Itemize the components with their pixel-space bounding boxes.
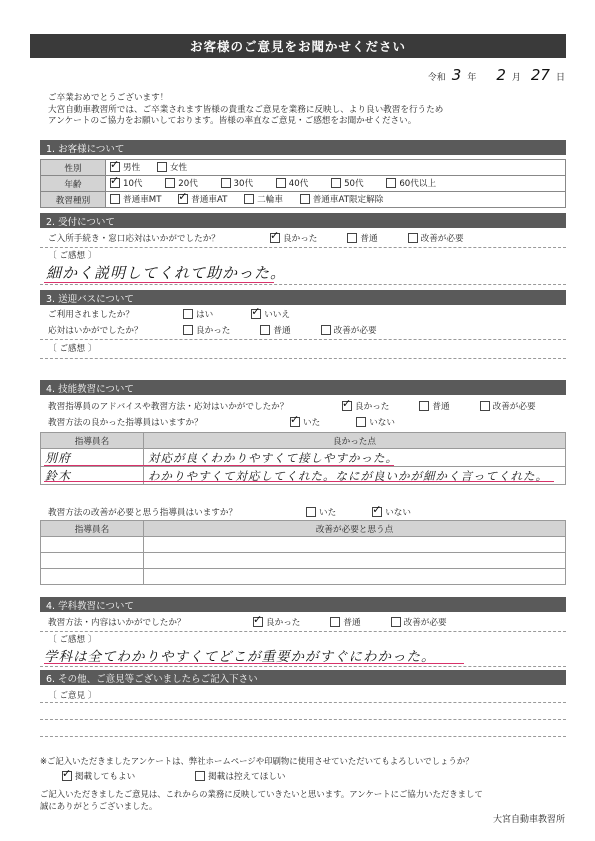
option-label: 普通車MT <box>123 194 162 205</box>
checkbox-checked-icon[interactable] <box>110 178 120 188</box>
classroom-option[interactable] <box>253 616 300 628</box>
instructor-comment-cell[interactable] <box>144 537 566 553</box>
intro-line: アンケートのご協力をお願いしております。皆様の率直なご意見・ご感想をお聞かせください。 <box>48 116 417 126</box>
classroom-comment[interactable]: 学科は全てわかりやすくてどこが重要かがすぐにわかった。 <box>44 649 436 665</box>
thanks-line: ご記入いただきましたご意見は、これからの業務に反映していきたいと思います。アンケートにご協力いただきまして <box>40 789 483 799</box>
option-label: 良かった <box>283 233 318 244</box>
checkbox-icon[interactable] <box>321 325 331 335</box>
question-text: ご入所手続き・窓口応対はいかがでしたか？ <box>48 233 220 244</box>
checkbox-icon[interactable] <box>183 309 193 319</box>
bus-usage-option[interactable] <box>251 308 290 320</box>
gender-female-option[interactable] <box>157 161 187 173</box>
checkbox-checked-icon[interactable] <box>372 507 382 517</box>
option-label: 女性 <box>169 162 188 173</box>
gender-label: 性別 <box>41 160 106 176</box>
section-2-header: 2. 受付について <box>40 213 566 228</box>
skill-instruction-row <box>40 398 574 413</box>
thanks-text <box>40 788 566 812</box>
option-label: 良かった <box>266 617 301 628</box>
option-label: 普通 <box>343 617 361 628</box>
checkbox-icon[interactable] <box>300 194 310 204</box>
section-3-header: 3. 送迎バスについて <box>40 290 566 305</box>
good-instructor-table <box>40 432 566 485</box>
instructor-comment-cell[interactable] <box>144 449 566 467</box>
instructor-name-cell[interactable] <box>41 569 144 585</box>
instructor-comment: 対応が良くわかりやすくて接しやすかった。 <box>148 450 398 465</box>
checkbox-checked-icon[interactable] <box>178 194 188 204</box>
age-option[interactable] <box>331 177 364 189</box>
option-label: 改善が必要 <box>333 325 377 336</box>
permission-deny-option[interactable] <box>195 770 285 782</box>
option-label: 改善が必要 <box>403 617 447 628</box>
option-label: 改善が必要 <box>492 401 536 412</box>
checkbox-icon[interactable] <box>195 771 205 781</box>
question-text: 教習指導員のアドバイスや教習方法・応対はいかがでしたか？ <box>48 401 289 412</box>
option-label: 30代 <box>233 178 254 189</box>
underline-decoration <box>44 465 394 466</box>
comment-label: 〔 ご感想 〕 <box>48 344 97 354</box>
question-text: 教習方法の改善が必要と思う指導員はいますか？ <box>48 507 238 518</box>
age-option[interactable] <box>386 177 436 189</box>
option-label: いない <box>369 417 395 428</box>
permission-row <box>40 768 588 783</box>
classroom-question-row <box>40 614 574 629</box>
checkbox-icon[interactable] <box>408 233 418 243</box>
instructor-comment-cell[interactable] <box>144 569 566 585</box>
underline-decoration <box>44 663 464 664</box>
column-header: 良かった点 <box>144 433 566 449</box>
permission-allow-option[interactable] <box>62 770 135 782</box>
age-option[interactable] <box>221 177 254 189</box>
improve-instructor-option[interactable] <box>372 506 411 518</box>
reception-comment[interactable]: 細かく説明してくれて助かった。 <box>46 264 287 282</box>
option-label: 掲載は控えてほしい <box>208 771 286 782</box>
column-header: 改善が必要と思う点 <box>144 521 566 537</box>
skill-option[interactable] <box>480 400 536 412</box>
instructor-name-cell[interactable] <box>41 553 144 569</box>
option-label: 普通 <box>360 233 378 244</box>
checkbox-checked-icon[interactable] <box>342 401 352 411</box>
checkbox-icon[interactable] <box>356 417 366 427</box>
bus-usage-option[interactable] <box>183 308 213 320</box>
column-header: 指導員名 <box>41 433 144 449</box>
checkbox-checked-icon[interactable] <box>110 162 120 172</box>
comment-label: 〔 ご感想 〕 <box>48 635 97 645</box>
checkbox-checked-icon[interactable] <box>251 309 261 319</box>
date-era: 令和 <box>427 73 446 83</box>
instructor-comment-cell[interactable] <box>144 553 566 569</box>
checkbox-icon[interactable] <box>244 194 254 204</box>
instructor-name-cell[interactable] <box>41 449 144 467</box>
bus-usage-row <box>40 306 574 321</box>
checkbox-icon[interactable] <box>183 325 193 335</box>
customer-info-table <box>40 159 566 208</box>
good-instructor-option[interactable] <box>356 416 395 428</box>
checkbox-icon[interactable] <box>347 233 357 243</box>
course-option[interactable] <box>300 193 384 205</box>
option-label: 普通車AT <box>191 194 228 205</box>
course-option[interactable] <box>244 193 283 205</box>
date-day-unit: 日 <box>555 73 565 83</box>
instructor-name: 別府 <box>45 451 72 465</box>
option-label: はい <box>196 309 214 320</box>
bus-service-option[interactable] <box>260 324 290 336</box>
skill-option[interactable] <box>342 400 389 412</box>
checkbox-icon[interactable] <box>165 178 175 188</box>
reception-option[interactable] <box>270 232 317 244</box>
date-year[interactable]: 3 <box>451 66 462 84</box>
option-label: 良かった <box>355 401 390 412</box>
date-month[interactable]: 2 <box>496 66 506 84</box>
school-signature: 大宮自動車教習所 <box>492 815 565 825</box>
underline-decoration <box>44 282 274 283</box>
checkbox-icon[interactable] <box>331 178 341 188</box>
bus-service-row <box>40 322 574 337</box>
option-label: 良かった <box>196 325 231 336</box>
reception-option[interactable] <box>347 232 377 244</box>
option-label: 男性 <box>123 162 141 173</box>
reception-option[interactable] <box>408 232 464 244</box>
checkbox-checked-icon[interactable] <box>62 771 72 781</box>
underline-decoration <box>44 481 554 482</box>
option-label: いた <box>319 507 337 518</box>
section-4-header: 4. 技能教習について <box>40 380 566 395</box>
age-label: 年齢 <box>41 176 106 192</box>
checkbox-checked-icon[interactable] <box>290 417 300 427</box>
checkbox-icon[interactable] <box>391 617 401 627</box>
survey-title: お客様のご意見をお聞かせください <box>30 34 566 58</box>
intro-line: 大宮自動車教習所では、ご卒業されます皆様の貴重なご意見を業務に反映し、より良い教習を行うため <box>48 104 444 115</box>
date-year-unit: 年 <box>467 73 477 83</box>
comment-label: 〔 ご意見 〕 <box>48 691 97 701</box>
checkbox-icon[interactable] <box>276 178 286 188</box>
option-label: 改善が必要 <box>420 233 464 244</box>
section-6-header: 6. その他、ご意見等ございましたらご記入下さい <box>40 670 566 685</box>
age-option[interactable] <box>165 177 198 189</box>
option-label: 10代 <box>123 178 143 189</box>
checkbox-icon[interactable] <box>157 162 167 172</box>
option-label: 普通 <box>273 325 291 336</box>
intro-text <box>48 93 568 128</box>
checkbox-icon[interactable] <box>260 325 270 335</box>
checkbox-icon[interactable] <box>330 617 340 627</box>
gender-male-option[interactable] <box>110 161 140 173</box>
good-instructor-row <box>40 414 574 429</box>
improve-instructor-row <box>40 504 574 519</box>
option-label: 40代 <box>288 178 309 189</box>
checkbox-checked-icon[interactable] <box>270 233 280 243</box>
option-label: いない <box>385 507 411 518</box>
option-label: 20代 <box>178 178 198 189</box>
question-text: 教習方法の良かった指導員はいますか？ <box>48 417 203 428</box>
skill-option[interactable] <box>419 400 449 412</box>
question-text: 教習方法・内容はいかがでしたか？ <box>48 617 186 628</box>
question-text: ご利用されましたか？ <box>48 309 134 320</box>
bus-service-option[interactable] <box>183 324 230 336</box>
intro-line: ご卒業おめでとうございます！ <box>48 93 169 103</box>
date-day[interactable]: 27 <box>530 66 550 84</box>
column-header: 指導員名 <box>41 521 144 537</box>
reception-question-row <box>40 230 574 245</box>
age-option[interactable] <box>110 177 143 189</box>
thanks-line: 誠にありがとうございました。 <box>40 801 158 811</box>
classroom-option[interactable] <box>391 616 447 628</box>
instructor-name: 鈴木 <box>45 469 72 483</box>
option-label: いいえ <box>264 309 290 320</box>
date-month-unit: 月 <box>511 73 521 83</box>
improve-instructor-option[interactable] <box>306 506 336 518</box>
question-text: 応対はいかがでしたか？ <box>48 325 143 336</box>
option-label: 二輪車 <box>257 194 283 205</box>
course-type-label: 教習種別 <box>41 192 106 208</box>
bus-service-option[interactable] <box>321 324 377 336</box>
classroom-option[interactable] <box>330 616 360 628</box>
instructor-name-cell[interactable] <box>41 537 144 553</box>
option-label: いた <box>303 417 321 428</box>
age-option[interactable] <box>276 177 309 189</box>
option-label: 普通車AT限定解除 <box>312 194 384 205</box>
section-1-header: 1. お客様について <box>40 140 566 155</box>
good-instructor-option[interactable] <box>290 416 320 428</box>
permission-question: ※ご記入いただきましたアンケートは、弊社ホームページや印刷物に使用させていただいてもよろしいでしょうか？ <box>40 756 474 766</box>
checkbox-icon[interactable] <box>110 194 120 204</box>
section-5-header: 4. 学科教習について <box>40 597 566 612</box>
comment-label: 〔 ご感想 〕 <box>48 251 97 261</box>
option-label: 普通 <box>432 401 450 412</box>
checkbox-icon[interactable] <box>306 507 316 517</box>
course-option[interactable] <box>110 193 161 205</box>
checkbox-icon[interactable] <box>480 401 490 411</box>
date-line <box>428 66 565 84</box>
instructor-comment: わかりやすくて対応してくれた。なにが良いかが細かく言ってくれた。 <box>148 468 548 483</box>
checkbox-icon[interactable] <box>419 401 429 411</box>
checkbox-icon[interactable] <box>386 178 396 188</box>
checkbox-icon[interactable] <box>221 178 231 188</box>
option-label: 掲載してもよい <box>75 771 136 782</box>
checkbox-checked-icon[interactable] <box>253 617 263 627</box>
course-option[interactable] <box>178 193 227 205</box>
option-label: 50代 <box>344 178 364 189</box>
option-label: 60代以上 <box>399 178 437 189</box>
improve-instructor-table <box>40 520 566 585</box>
